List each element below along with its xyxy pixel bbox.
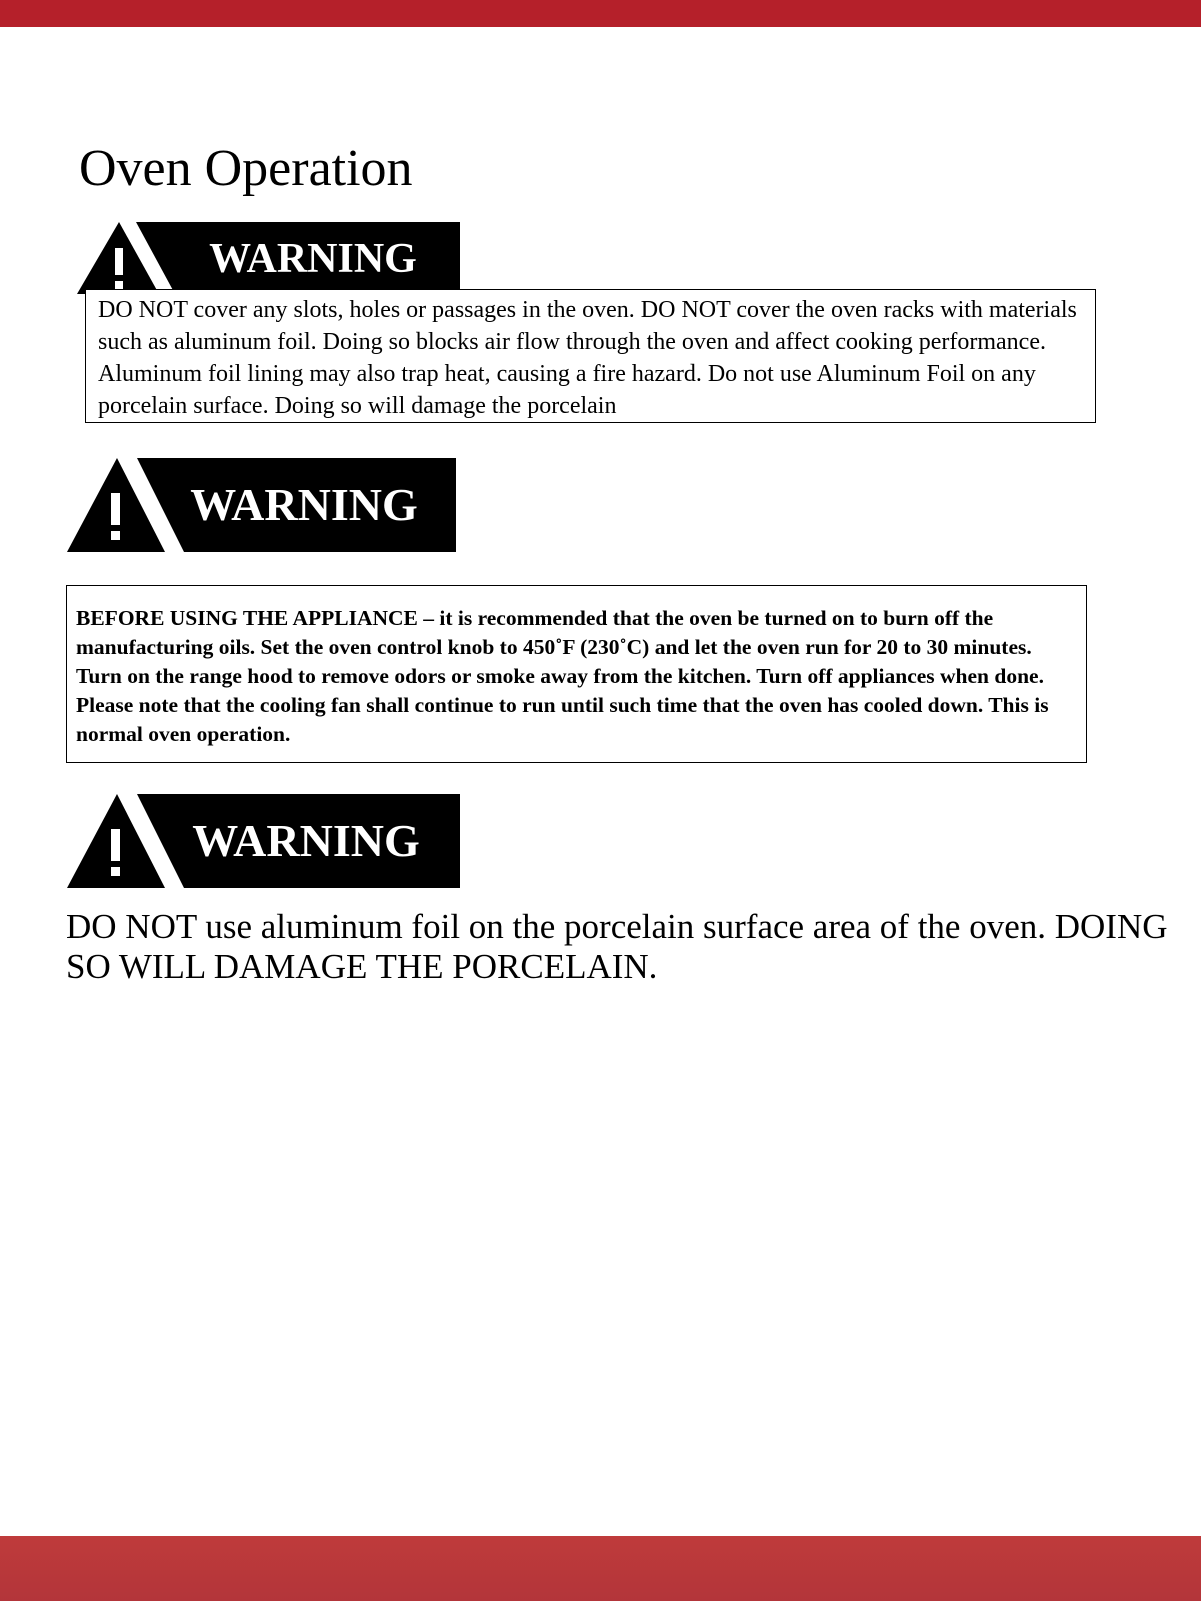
header-bar <box>0 0 1201 27</box>
porcelain-notice: DO NOT use aluminum foil on the porcelain surface area of the oven. DOING SO WILL DAMAGE THE PORCELAIN. <box>66 907 1168 986</box>
warning-label-3 <box>67 794 461 889</box>
before-use-box <box>66 585 1087 763</box>
before-use-text: BEFORE USING THE APPLIANCE – it is recommended that the oven be turned on to burn off the manufacturing oils. Set the oven control knob to 450˚F (230˚C) and let the oven run for 20 to 30 minutes. Turn on the range hood to remove odors or smoke away from the kitchen. Turn off appliances when done. Please note that the cooling fan shall continue to run until such time that the oven has cooled down. This is normal oven operation. <box>76 606 1049 746</box>
footer-bar <box>0 1536 1201 1601</box>
warning-text: WARNING <box>192 815 420 866</box>
foil-warning-box <box>85 289 1096 423</box>
warning-label-1 <box>77 220 461 296</box>
warning-text: WARNING <box>190 479 418 530</box>
warning-text: WARNING <box>209 236 417 282</box>
foil-warning-text: DO NOT cover any slots, holes or passages in the oven. DO NOT cover the oven racks with materials such as aluminum foil. Doing so blocks air flow through the oven and affect cooking performance. Aluminum foil lining may also trap heat, causing a fire hazard. Do not use Aluminum Foil on any porcelain surface. Doing so will damage the porcelain <box>98 297 1077 419</box>
page-title: Oven Operation <box>79 140 413 197</box>
warning-label-2 <box>67 458 457 553</box>
